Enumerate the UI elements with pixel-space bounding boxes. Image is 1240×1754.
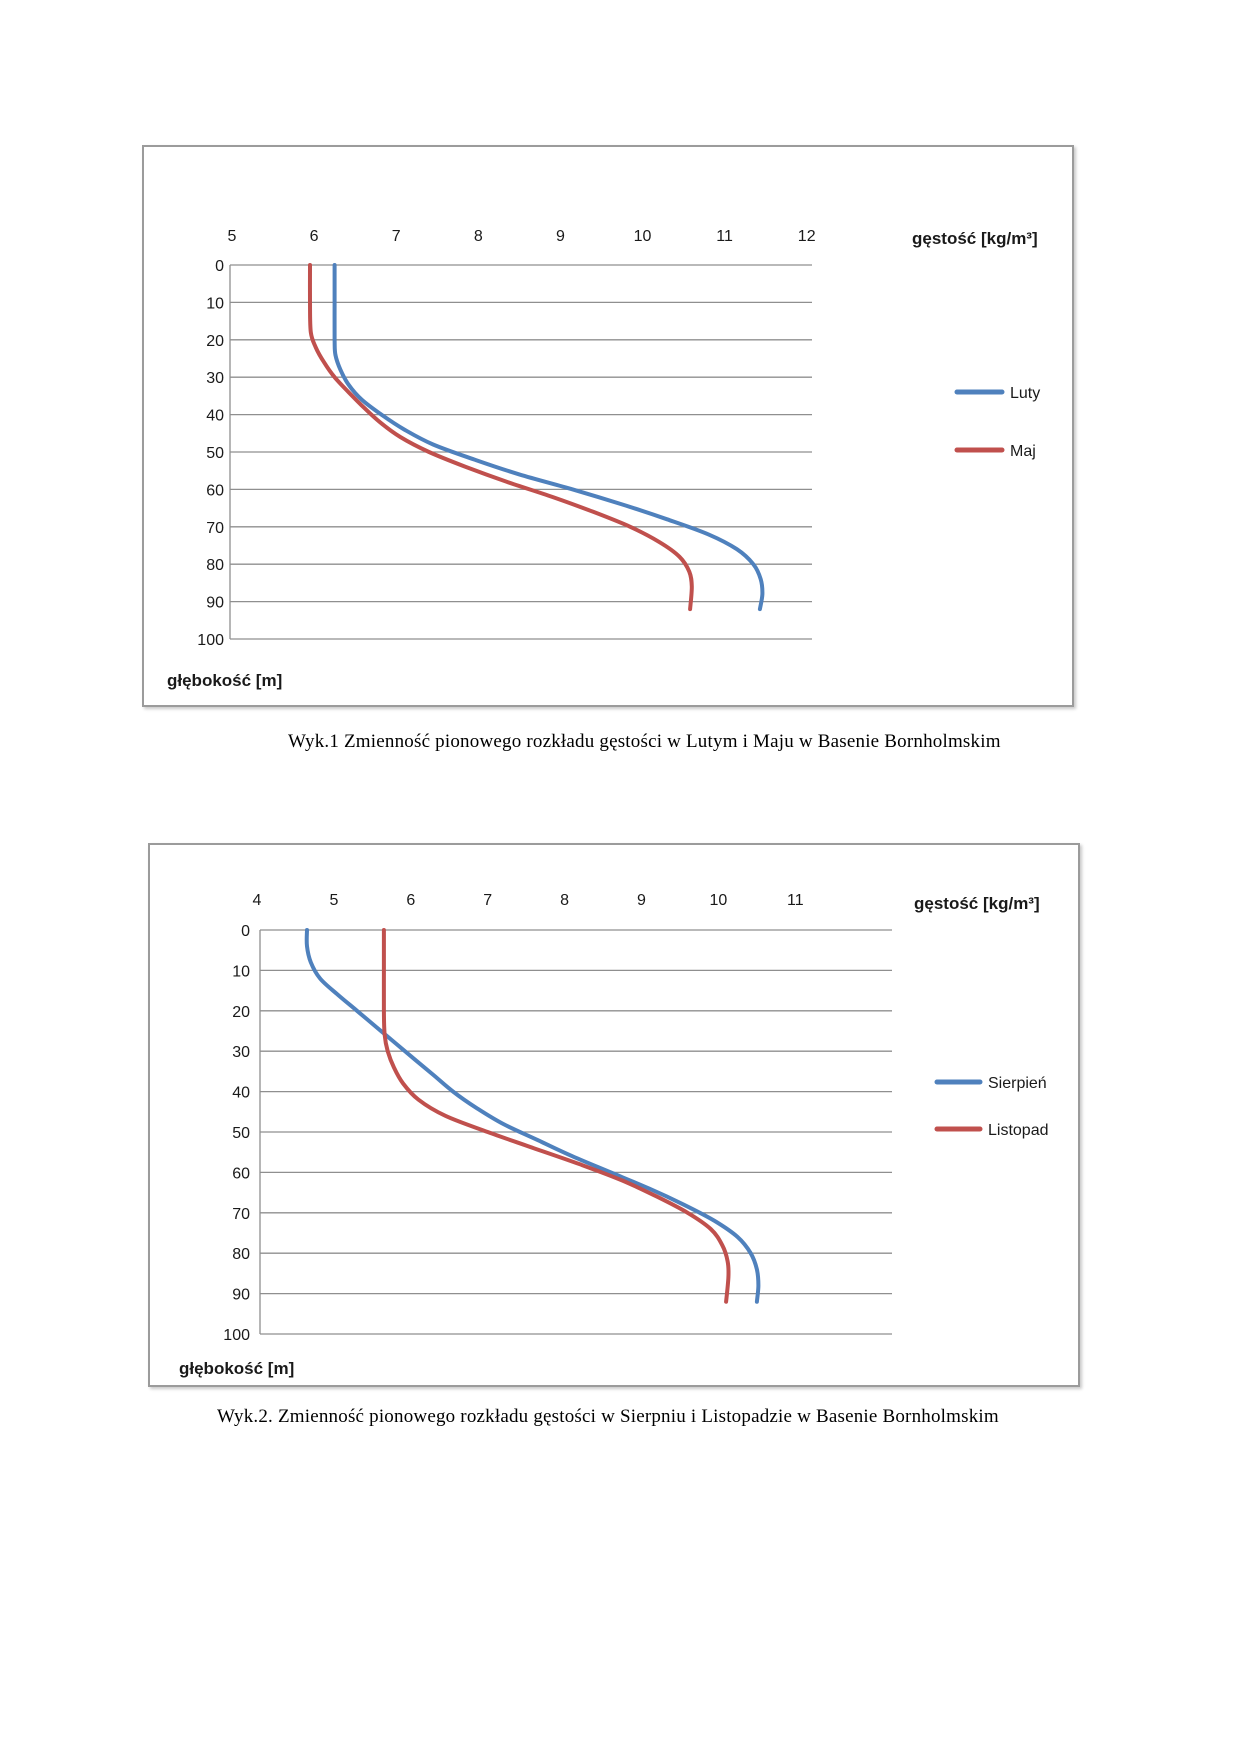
x-axis-tick-label: 11 (786, 892, 804, 909)
y-axis-tick-label: 60 (232, 1165, 250, 1183)
series-line-maj (310, 265, 692, 609)
y-axis-tick-label: 60 (206, 482, 224, 500)
series-line-listopad (384, 930, 729, 1302)
x-axis-tick-label: 10 (633, 228, 652, 245)
series-line-sierpień (307, 930, 759, 1302)
y-axis-tick-label: 40 (232, 1084, 250, 1102)
x-axis-tick-label: 5 (227, 228, 237, 245)
y-axis-tick-label: 100 (223, 1327, 250, 1344)
y-axis-tick-label: 30 (232, 1044, 250, 1062)
y-axis-tick-label: 90 (232, 1286, 250, 1304)
y-axis-tick-label: 50 (206, 445, 224, 462)
x-axis-tick-label: 10 (709, 892, 728, 909)
x-axis-tick-label: 9 (555, 228, 565, 245)
y-axis-label: głębokość [m] (179, 1359, 295, 1378)
chart-1-plot (144, 147, 1072, 705)
x-axis-tick-label: 8 (473, 228, 483, 245)
y-axis-tick-label: 40 (206, 407, 224, 425)
legend-label-listopad: Listopad (988, 1122, 1049, 1139)
x-axis-tick-label: 11 (716, 228, 733, 245)
y-axis-tick-label: 0 (241, 923, 250, 940)
x-axis-tick-label: 5 (329, 892, 339, 909)
y-axis-tick-label: 10 (232, 963, 250, 981)
chart-2-plot (150, 845, 1078, 1385)
y-axis-tick-label: 80 (206, 557, 224, 575)
x-axis-tick-label: 9 (637, 892, 646, 909)
y-axis-tick-label: 70 (232, 1205, 250, 1223)
chart-1-frame (142, 145, 1074, 707)
chart-2-caption: Wyk.2. Zmienność pionowego rozkładu gęstości w Sierpniu i Listopadzie w Basenie Bornholmskim (217, 1406, 999, 1427)
y-axis-tick-label: 0 (215, 258, 224, 275)
y-axis-tick-label: 90 (206, 594, 224, 612)
x-axis-tick-label: 6 (309, 228, 319, 245)
x-axis-tick-label: 6 (406, 892, 416, 909)
x-axis-tick-label: 8 (560, 892, 570, 909)
chart-2-frame (148, 843, 1080, 1387)
y-axis-label: głębokość [m] (167, 671, 283, 690)
y-axis-tick-label: 30 (206, 370, 224, 388)
legend-label-maj: Maj (1010, 443, 1036, 460)
y-axis-tick-label: 20 (232, 1003, 250, 1021)
y-axis-tick-label: 10 (206, 295, 224, 313)
legend-label-luty: Luty (1010, 385, 1041, 402)
legend-label-sierpień: Sierpień (988, 1075, 1047, 1092)
x-axis-tick-label: 7 (483, 892, 493, 909)
y-axis-tick-label: 80 (232, 1246, 250, 1264)
y-axis-tick-label: 100 (197, 632, 224, 649)
chart-1-caption: Wyk.1 Zmienność pionowego rozkładu gęstości w Lutym i Maju w Basenie Bornholmskim (288, 731, 1001, 752)
x-axis-tick-label: 12 (797, 228, 816, 245)
x-axis-tick-label: 7 (391, 228, 401, 245)
x-axis-title: gęstość [kg/m³] (912, 229, 1038, 248)
y-axis-tick-label: 70 (206, 519, 224, 537)
x-axis-tick-label: 4 (252, 892, 262, 909)
y-axis-tick-label: 20 (206, 332, 224, 350)
x-axis-title: gęstość [kg/m³] (914, 894, 1040, 913)
y-axis-tick-label: 50 (232, 1125, 250, 1142)
